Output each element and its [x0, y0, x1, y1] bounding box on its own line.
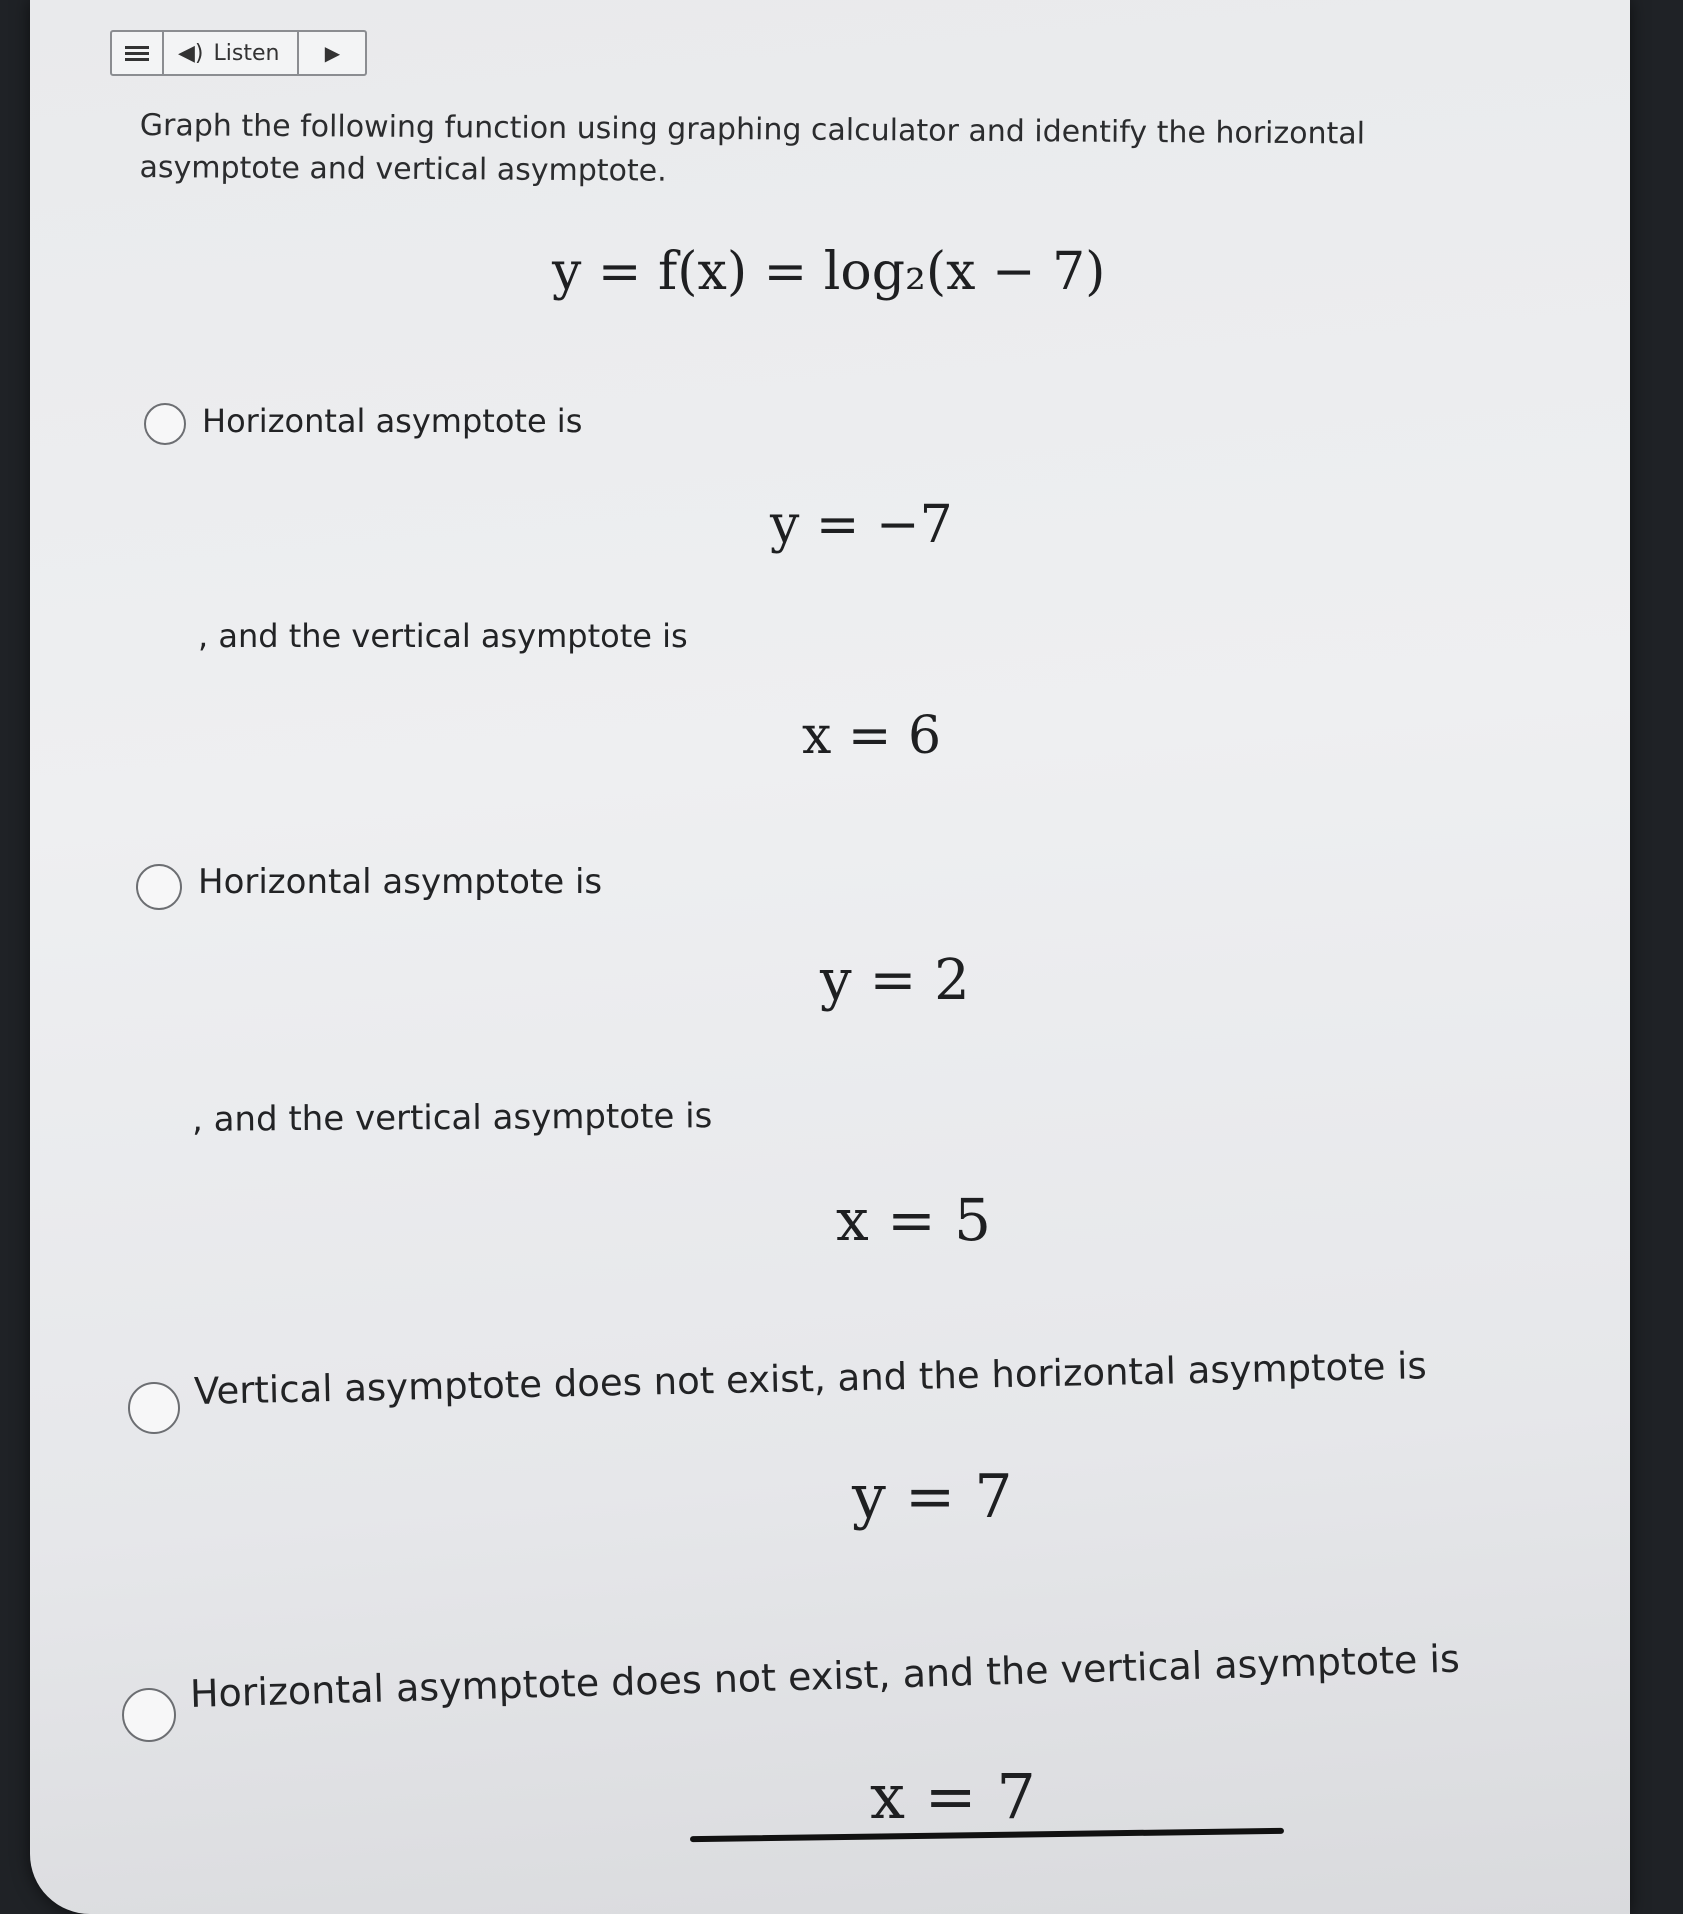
quiz-screen: [30, 0, 1630, 1914]
option-4-radio[interactable]: [122, 1688, 176, 1742]
function-expression: y = f(x) = log₂(x − 7): [552, 242, 1106, 302]
option-2-label-a: Horizontal asymptote is: [198, 862, 603, 902]
option-2-label-b: , and the vertical asymptote is: [191, 1096, 713, 1140]
option-2-radio[interactable]: [136, 864, 182, 910]
listen-button[interactable]: [164, 32, 299, 74]
option-2-math-a: y = 2: [820, 948, 970, 1013]
option-1-label-b: , and the vertical asymptote is: [198, 617, 688, 655]
option-4-math-a: x = 7: [870, 1760, 1036, 1833]
option-1-math-b: x = 6: [802, 706, 942, 766]
hamburger-menu-icon[interactable]: [112, 32, 164, 74]
play-icon[interactable]: ▶: [324, 41, 341, 65]
option-1-math-a: y = −7: [770, 495, 953, 555]
question-text: Graph the following function using graphing calculator and identify the horizontal asymptote and vertical asymptote.: [139, 107, 1366, 189]
option-4-label-a: Horizontal asymptote does not exist, and the vertical asymptote is: [189, 1636, 1461, 1716]
option-3-math-a: y = 7: [852, 1462, 1013, 1532]
listen-toolbar: [110, 30, 367, 76]
option-1-label-a: Horizontal asymptote is: [202, 402, 583, 440]
option-3-radio[interactable]: [128, 1382, 180, 1434]
speaker-icon: ◀): [178, 40, 204, 66]
listen-label: Listen: [213, 40, 280, 66]
option-1-radio[interactable]: [144, 403, 186, 445]
option-3-label-a: Vertical asymptote does not exist, and the horizontal asymptote is: [193, 1344, 1428, 1413]
option-2-math-b: x = 5: [836, 1186, 992, 1254]
